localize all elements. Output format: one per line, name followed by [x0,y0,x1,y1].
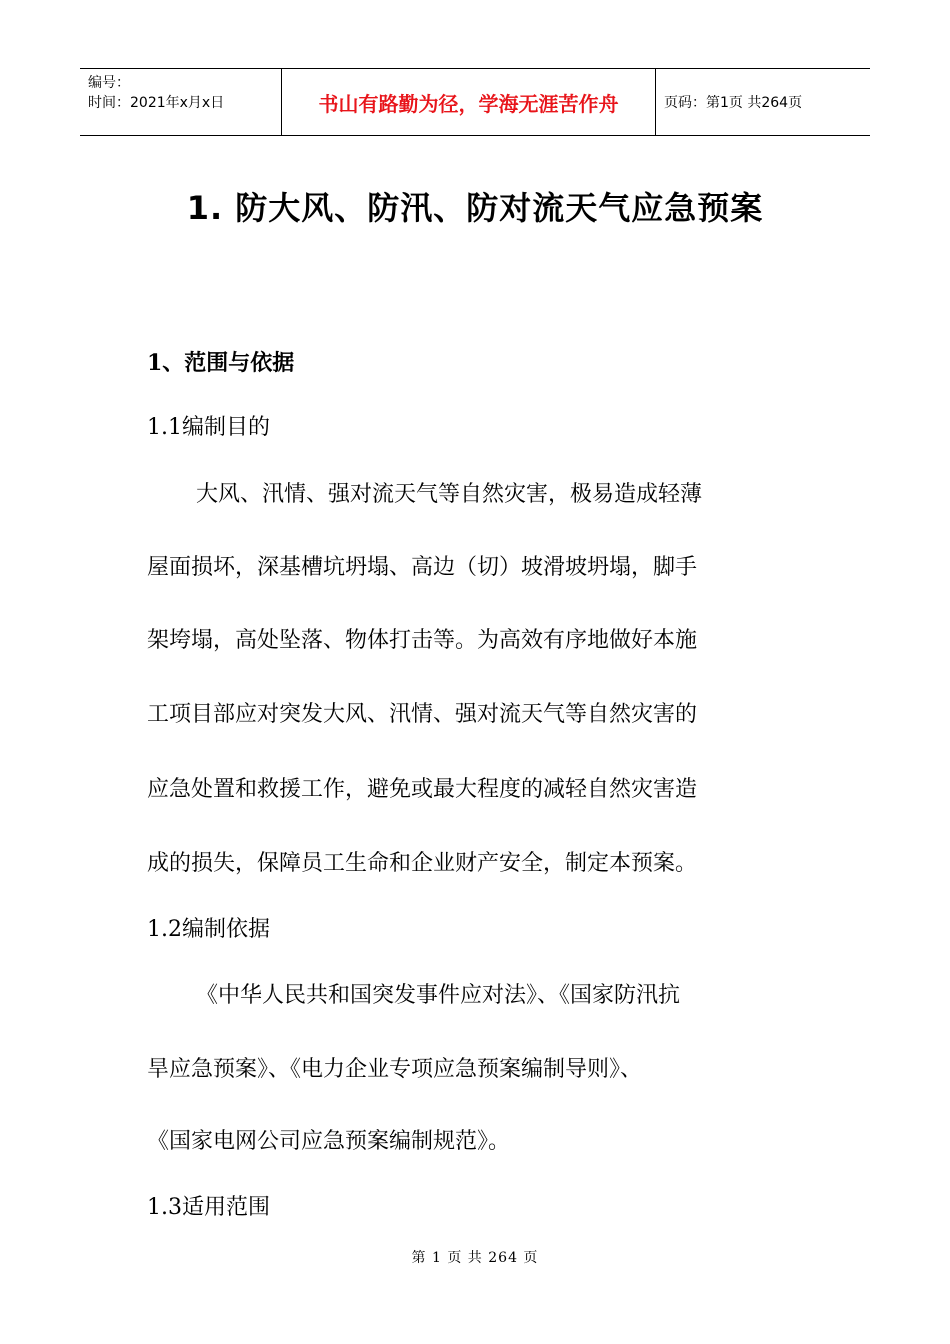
time-label: 时间：2021年x月x日 [88,95,225,111]
paragraph-line: 架垮塌，高处坠落、物体打击等。为高效有序地做好本施 [147,628,698,653]
paragraph-line: 《国家电网公司应急预案编制规范》。 [147,1129,511,1154]
paragraph-line: 应急处置和救援工作，避免或最大程度的减轻自然灾害造 [147,777,698,802]
subsection-heading-1-1: 1.1编制目的 [147,415,270,440]
header-left-cell [80,69,282,135]
header-table [80,68,870,136]
header-motto-cell [282,69,656,135]
page-footer: 第 1 页 共 264 页 [411,1250,539,1266]
document-title: 1. 防大风、防汛、防对流天气应急预案 [186,189,764,227]
section-heading: 1、范围与依据 [147,350,295,376]
page-info: 页码：第1页 共264页 [664,95,803,111]
paragraph-line: 《中华人民共和国突发事件应对法》、《国家防汛抗 [196,983,681,1008]
subsection-heading-1-3: 1.3适用范围 [147,1195,270,1220]
paragraph-line: 旱应急预案》、《电力企业专项应急预案编制导则》、 [147,1057,643,1082]
paragraph-line: 屋面损坏，深基槽坑坍塌、高边（切）坡滑坡坍塌，脚手 [147,555,698,580]
paragraph-line: 成的损失，保障员工生命和企业财产安全，制定本预案。 [147,851,698,876]
number-label: 编号： [88,75,130,91]
paragraph-line: 大风、汛情、强对流天气等自然灾害，极易造成轻薄 [196,482,703,507]
motto: 书山有路勤为径，学海无涯苦作舟 [318,91,619,116]
paragraph-line: 工项目部应对突发大风、汛情、强对流天气等自然灾害的 [147,702,698,727]
header-page-cell [656,69,870,135]
subsection-heading-1-2: 1.2编制依据 [147,917,270,942]
